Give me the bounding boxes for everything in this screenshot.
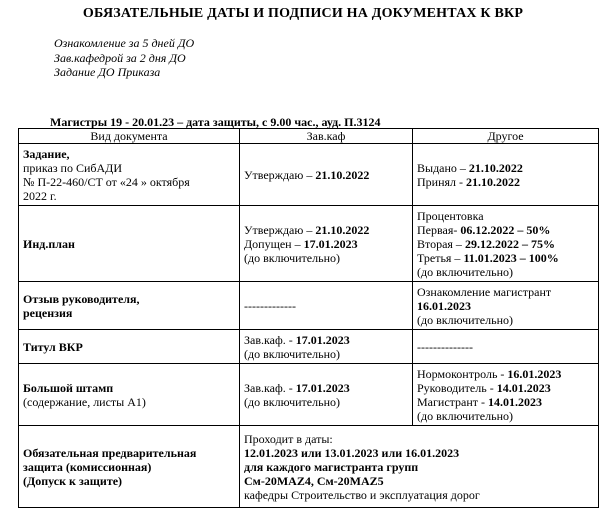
doc-title: Обязательная предварительная <box>23 445 197 460</box>
note-line: Ознакомление за 5 дней ДО <box>54 36 195 50</box>
doc-title: Задание, <box>23 146 70 161</box>
deadline-notes <box>54 36 194 80</box>
merged-line: 12.01.2023 или 13.01.2023 или 16.01.2023 <box>244 445 460 460</box>
note-line: Зав.кафедрой за 2 дня ДО <box>54 50 186 65</box>
zav-label: Утверждаю – <box>244 167 316 182</box>
zav-date: 17.01.2023 <box>295 380 350 395</box>
doc-cell <box>19 426 240 508</box>
other-cell <box>413 364 599 426</box>
other-date: 06.12.2022 – 50% <box>460 222 551 237</box>
defense-info: Магистры 19 - 20.01.23 – дата защиты, с 9.00 час., ауд. П.3124 <box>50 115 381 129</box>
other-label: Руководитель - <box>417 380 497 395</box>
zav-cell <box>240 330 413 364</box>
doc-line: 2022 г. <box>23 188 57 203</box>
zav-label: Допущен – <box>244 236 304 251</box>
other-note: (до включительно) <box>417 312 513 327</box>
other-date: 16.01.2023 <box>417 298 471 313</box>
doc-title: защита (комиссионная) <box>23 459 152 474</box>
other-label: Нормоконтроль - <box>417 366 508 381</box>
other-label: Первая- <box>417 222 461 237</box>
merged-line: кафедры Строительство и эксплуатация дорог <box>244 487 480 502</box>
other-note: (до включительно) <box>417 408 513 423</box>
merged-line: См-20MAZ4, См-20MAZ5 <box>244 473 384 488</box>
other-note: (до включительно) <box>417 264 513 279</box>
table-row <box>19 206 599 282</box>
zav-cell <box>240 364 413 426</box>
doc-cell <box>19 206 240 282</box>
header-other: Другое <box>413 129 599 144</box>
note-line: Задание ДО Приказа <box>54 65 161 79</box>
other-label: Ознакомление магистрант <box>417 284 552 299</box>
other-label: Процентовка <box>417 208 484 223</box>
doc-title: (Допуск к защите) <box>23 473 123 488</box>
other-date: 21.10.2022 <box>466 174 521 189</box>
doc-title: Отзыв руководителя, <box>23 291 140 306</box>
other-cell <box>413 330 599 364</box>
zav-date: 17.01.2023 <box>303 236 358 251</box>
doc-title: Инд.план <box>23 236 75 251</box>
table-row <box>19 144 599 206</box>
merged-line: для каждого магистранта групп <box>244 459 419 474</box>
other-label: Вторая – <box>417 236 465 251</box>
doc-cell <box>19 330 240 364</box>
table-header-row <box>19 129 599 144</box>
table-row <box>19 364 599 426</box>
zav-note: (до включительно) <box>244 346 340 361</box>
other-date: 14.01.2023 <box>488 394 543 409</box>
merged-line: Проходит в даты: <box>244 431 333 446</box>
header-head-of-dept: Зав.каф <box>240 129 413 144</box>
doc-cell <box>19 282 240 330</box>
header-document-type: Вид документа <box>19 129 240 144</box>
zav-date: 21.10.2022 <box>315 222 370 237</box>
doc-line: (содержание, листы А1) <box>23 394 146 409</box>
table-row <box>19 330 599 364</box>
zav-label: Зав.каф. - <box>244 332 296 347</box>
other-date: 11.01.2023 – 100% <box>463 250 559 265</box>
table-row <box>19 282 599 330</box>
doc-title: Титул ВКР <box>23 339 83 354</box>
zav-label: Утверждаю – <box>244 222 316 237</box>
doc-line: приказ по СибАДИ <box>23 160 123 175</box>
table-row <box>19 426 599 508</box>
doc-cell <box>19 364 240 426</box>
merged-cell <box>240 426 599 508</box>
zav-cell <box>240 282 413 330</box>
other-date: 16.01.2023 <box>507 366 562 381</box>
zav-cell <box>240 144 413 206</box>
other-label: Выдано – <box>417 160 469 175</box>
zav-date: 17.01.2023 <box>295 332 350 347</box>
page-title: ОБЯЗАТЕЛЬНЫЕ ДАТЫ И ПОДПИСИ НА ДОКУМЕНТАХ К ВКР <box>82 6 524 21</box>
documents-table <box>18 128 599 508</box>
other-date: 21.10.2022 <box>468 160 523 175</box>
zav-cell <box>240 206 413 282</box>
other-date: 14.01.2023 <box>496 380 551 395</box>
zav-note: (до включительно) <box>244 394 340 409</box>
other-cell <box>413 206 599 282</box>
empty-dash: ------------- <box>244 298 296 313</box>
other-label: Принял - <box>417 174 467 189</box>
other-date: 29.12.2022 – 75% <box>464 236 555 251</box>
zav-note: (до включительно) <box>244 250 340 265</box>
empty-dash: -------------- <box>417 339 473 354</box>
doc-line: № П-22-460/СТ от «24 » октября <box>23 174 190 189</box>
zav-label: Зав.каф. - <box>244 380 296 395</box>
other-cell <box>413 282 599 330</box>
doc-title: рецензия <box>23 305 73 320</box>
other-label: Магистрант - <box>417 394 489 409</box>
other-label: Третья – <box>417 250 464 265</box>
doc-title: Большой штамп <box>23 380 114 395</box>
zav-date: 21.10.2022 <box>315 167 370 182</box>
other-cell <box>413 144 599 206</box>
doc-cell <box>19 144 240 206</box>
